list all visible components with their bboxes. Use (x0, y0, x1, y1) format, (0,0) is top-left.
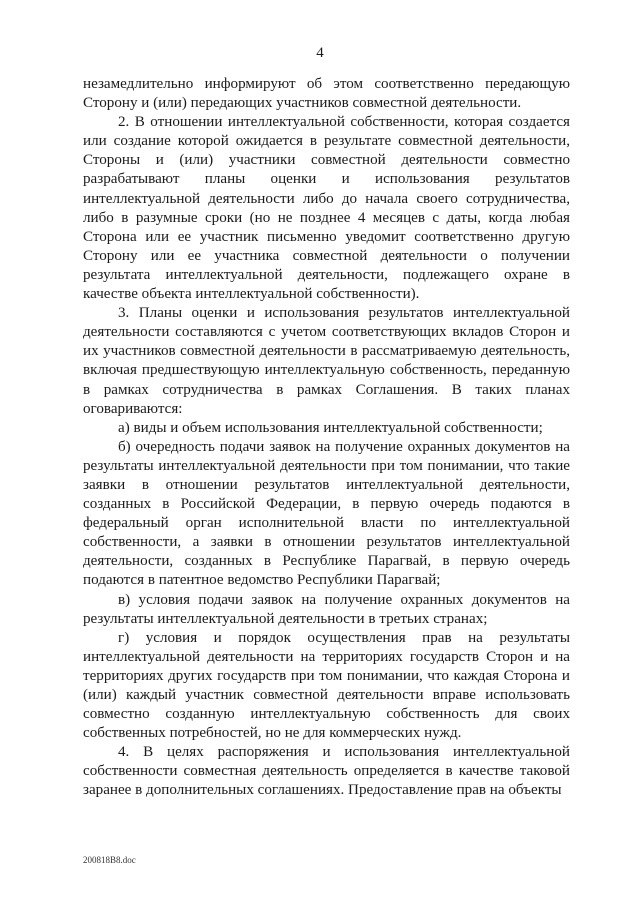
footer-filename: 200818B8.doc (83, 855, 136, 865)
paragraph-continuation: незамедлительно информируют об этом соответственно передающую Сторону и (или) передающих участников совместной деятельности. (83, 76, 570, 112)
paragraph-item-g: г) условия и порядок осуществления прав на результаты интеллектуальной деятельности на территориях государств Сторон и на территориях других государств при том понимании, что каждая Сторона и (или) каждый участник совместной деятельности вправе использовать совместно созданную интеллектуальную собственность для своих собственных потребностей, но не для коммерческих нужд. (83, 629, 570, 742)
paragraph-item-a: а) виды и объем использования интеллектуальной собственности; (118, 419, 543, 436)
paragraph-item-b: б) очередность подачи заявок на получение охранных документов на результаты интеллектуальной деятельности при том понимании, что такие заявки в отношении результатов интеллектуальной деятельности, созданных в Российской Федерации, в первую очередь подаются в федеральный орган исполнительной власти по интеллектуальной собственности, а заявки в отношении результатов интеллектуальной деятельности, созданных в Республике Парагвай, в первую очередь подаются в патентное ведомство Республики Парагвай; (83, 438, 570, 589)
paragraph-item-v: в) условия подачи заявок на получение охранных документов на результаты интеллектуальной деятельности в третьих странах; (83, 591, 570, 627)
paragraph-clause-3: 3. Планы оценки и использования результатов интеллектуальной деятельности составляются с учетом соответствующих вкладов Сторон и их участников совместной деятельности в рассматриваемую деятельность, включая предшествующую интеллектуальную собственность, переданную в рамках сотрудничества в рамках Соглашения. В таких планах оговариваются: (83, 305, 570, 417)
page-number: 4 (316, 45, 324, 61)
paragraph-clause-4: 4. В целях распоряжения и использования интеллектуальной собственности совместная деятельность определяется в качестве таковой заранее в дополнительных соглашениях. Предоставление прав на объекты (83, 744, 570, 799)
document-body (83, 75, 570, 801)
paragraph-clause-2: 2. В отношении интеллектуальной собственности, которая создается или создание которой ожидается в результате совместной деятельности, Стороны и (или) участники совместной деятельности совместно разрабатывают планы оценки и использования результатов интеллектуальной деятельности либо до начала своего сотрудничества, либо в разумные сроки (но не позднее 4 месяцев с даты, когда любая Сторона или ее участник письменно уведомит соответственно другую Сторону или ее участника совместной деятельности о получении результата интеллектуальной деятельности, подлежащего охране в качестве объекта интеллектуальной собственности). (83, 114, 570, 303)
